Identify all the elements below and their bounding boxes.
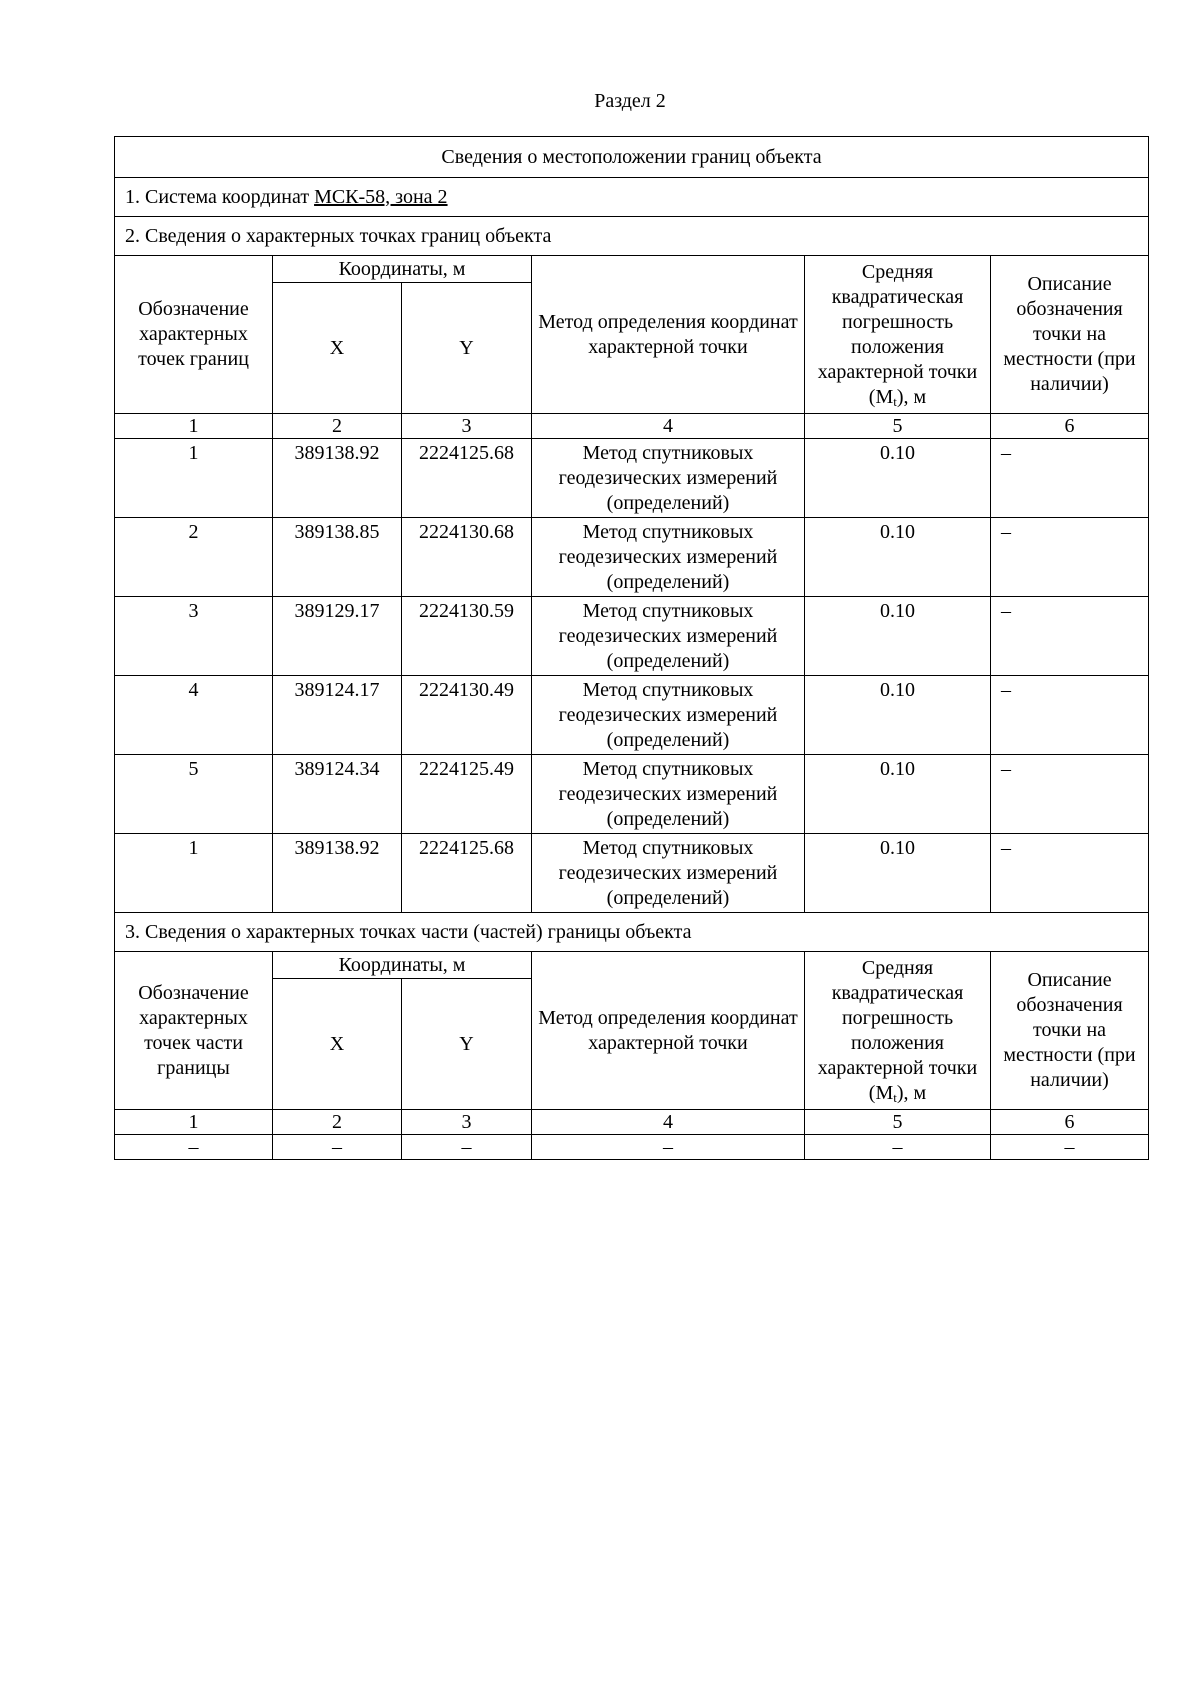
point-method: Метод спутниковых геодезических измерений (определений) bbox=[532, 439, 805, 518]
section-label: Раздел 2 bbox=[594, 90, 666, 112]
column-number: 4 bbox=[532, 1110, 805, 1135]
table-row bbox=[115, 597, 1149, 676]
table-row bbox=[115, 676, 1149, 755]
header-y: Y bbox=[402, 979, 532, 1110]
part-point-y: – bbox=[402, 1135, 532, 1160]
point-x: 389138.92 bbox=[273, 439, 402, 518]
point-description: – bbox=[991, 439, 1149, 518]
header-point-label: Обозначение характерных точек границ bbox=[115, 256, 273, 414]
header-method: Метод определения координат характерной точки bbox=[532, 256, 805, 414]
point-description: – bbox=[991, 755, 1149, 834]
column-number: 1 bbox=[115, 1110, 273, 1135]
column-number: 2 bbox=[273, 414, 402, 439]
column-number: 4 bbox=[532, 414, 805, 439]
coord-system-prefix: 1. Система координат bbox=[125, 185, 315, 208]
column-number: 3 bbox=[402, 414, 532, 439]
column-number: 3 bbox=[402, 1110, 532, 1135]
point-error: 0.10 bbox=[805, 518, 991, 597]
header-point-label-part: Обозначение характерных точек части границы bbox=[115, 952, 273, 1110]
header-error-sub: t bbox=[893, 1089, 897, 1105]
point-method: Метод спутниковых геодезических измерений (определений) bbox=[532, 755, 805, 834]
point-y: 2224130.59 bbox=[402, 597, 532, 676]
point-y: 2224125.49 bbox=[402, 755, 532, 834]
point-id: 4 bbox=[115, 676, 273, 755]
point-id: 5 bbox=[115, 755, 273, 834]
column-number: 1 bbox=[115, 414, 273, 439]
point-method: Метод спутниковых геодезических измерений (определений) bbox=[532, 597, 805, 676]
point-description: – bbox=[991, 676, 1149, 755]
column-number: 6 bbox=[991, 414, 1149, 439]
point-id: 3 bbox=[115, 597, 273, 676]
point-description: – bbox=[991, 518, 1149, 597]
column-number: 5 bbox=[805, 414, 991, 439]
header-x: X bbox=[273, 283, 402, 414]
point-id: 1 bbox=[115, 439, 273, 518]
point-error: 0.10 bbox=[805, 755, 991, 834]
part-point-id: – bbox=[115, 1135, 273, 1160]
point-method: Метод спутниковых геодезических измерений (определений) bbox=[532, 834, 805, 913]
section3-title: 3. Сведения о характерных точках части (частей) границы объекта bbox=[115, 913, 1149, 952]
section2-title: 2. Сведения о характерных точках границ объекта bbox=[115, 217, 1149, 256]
point-error: 0.10 bbox=[805, 597, 991, 676]
column-number: 2 bbox=[273, 1110, 402, 1135]
point-y: 2224130.49 bbox=[402, 676, 532, 755]
header-error-tail: ), м bbox=[896, 1081, 927, 1104]
column-number: 6 bbox=[991, 1110, 1149, 1135]
table-row bbox=[115, 755, 1149, 834]
point-description: – bbox=[991, 834, 1149, 913]
header-description: Описание обозначения точки на местности (при наличии) bbox=[991, 952, 1149, 1110]
part-point-x: – bbox=[273, 1135, 402, 1160]
table-title: Сведения о местоположении границ объекта bbox=[115, 137, 1149, 178]
point-id: 1 bbox=[115, 834, 273, 913]
point-y: 2224130.68 bbox=[402, 518, 532, 597]
table-row bbox=[115, 439, 1149, 518]
point-x: 389138.85 bbox=[273, 518, 402, 597]
point-x: 389124.17 bbox=[273, 676, 402, 755]
point-method: Метод спутниковых геодезических измерений (определений) bbox=[532, 676, 805, 755]
point-error: 0.10 bbox=[805, 439, 991, 518]
part-point-error: – bbox=[805, 1135, 991, 1160]
header-coordinates: Координаты, м bbox=[273, 256, 532, 283]
table-row bbox=[115, 1135, 1149, 1160]
header-x: X bbox=[273, 979, 402, 1110]
header-error-main: Средняя квадратическая погрешность положения характерной точки (M bbox=[817, 956, 978, 1104]
header-coordinates: Координаты, м bbox=[273, 952, 532, 979]
point-x: 389124.34 bbox=[273, 755, 402, 834]
header-y: Y bbox=[402, 283, 532, 414]
point-y: 2224125.68 bbox=[402, 439, 532, 518]
point-id: 2 bbox=[115, 518, 273, 597]
header-error bbox=[805, 256, 991, 414]
coord-system-value: МСК-58, зона 2 bbox=[314, 185, 448, 208]
header-description: Описание обозначения точки на местности (при наличии) bbox=[991, 256, 1149, 414]
part-point-method: – bbox=[532, 1135, 805, 1160]
header-error bbox=[805, 952, 991, 1110]
header-error-tail: ), м bbox=[896, 385, 927, 408]
point-description: – bbox=[991, 597, 1149, 676]
table-row bbox=[115, 834, 1149, 913]
point-y: 2224125.68 bbox=[402, 834, 532, 913]
table-row bbox=[115, 518, 1149, 597]
coord-system-row bbox=[115, 178, 1149, 217]
part-point-description: – bbox=[991, 1135, 1149, 1160]
header-error-main: Средняя квадратическая погрешность положения характерной точки (M bbox=[817, 260, 978, 408]
point-x: 389129.17 bbox=[273, 597, 402, 676]
column-number: 5 bbox=[805, 1110, 991, 1135]
header-method: Метод определения координат характерной точки bbox=[532, 952, 805, 1110]
point-error: 0.10 bbox=[805, 834, 991, 913]
point-method: Метод спутниковых геодезических измерений (определений) bbox=[532, 518, 805, 597]
point-x: 389138.92 bbox=[273, 834, 402, 913]
point-error: 0.10 bbox=[805, 676, 991, 755]
boundary-table bbox=[114, 136, 1149, 1160]
header-error-sub: t bbox=[893, 393, 897, 409]
